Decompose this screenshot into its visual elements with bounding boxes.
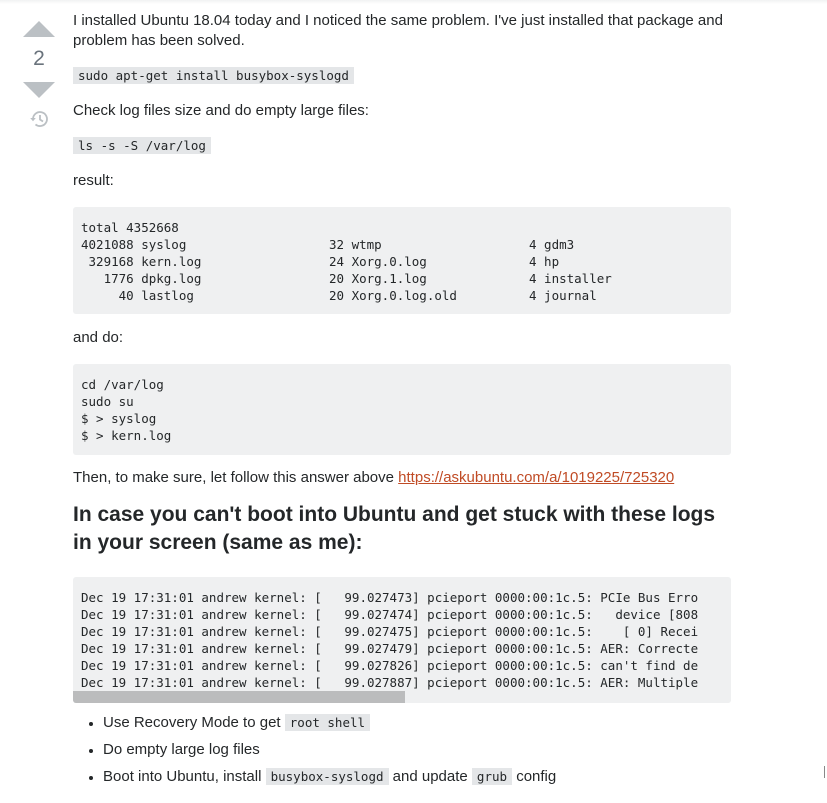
top-shadow bbox=[0, 0, 827, 4]
inline-code: root shell bbox=[285, 714, 370, 731]
section-heading: In case you can't boot into Ubuntu and get stuck with these logs in your screen (same as me): bbox=[73, 503, 716, 554]
step-text: and update bbox=[388, 768, 472, 785]
ls-command: ls -s -S /var/log bbox=[73, 137, 211, 154]
kernel-log-line: Dec 19 17:31:01 andrew kernel: [ 99.027475] pcieport 0000:00:1c.5: [ 0] Recei bbox=[81, 624, 699, 639]
step-item bbox=[103, 713, 731, 733]
ls-row bbox=[81, 287, 723, 304]
inline-code: grub bbox=[472, 768, 512, 785]
commands-block bbox=[73, 364, 731, 455]
step-text: Use Recovery Mode to get bbox=[103, 714, 285, 731]
steps-list bbox=[73, 713, 731, 787]
install-command-paragraph bbox=[73, 66, 731, 86]
kernel-log-block[interactable] bbox=[73, 577, 731, 703]
vote-cell bbox=[18, 18, 60, 130]
command-line: $ > syslog bbox=[81, 411, 157, 426]
install-command: sudo apt-get install busybox-syslogd bbox=[73, 67, 354, 84]
step-item bbox=[103, 767, 731, 787]
downvote-button[interactable] bbox=[23, 82, 55, 98]
step-text: Boot into Ubuntu, install bbox=[103, 768, 266, 785]
ls-cell: 1776 dpkg.log bbox=[81, 271, 202, 286]
kernel-log-line: Dec 19 17:31:01 andrew kernel: [ 99.027473] pcieport 0000:00:1c.5: PCIe Bus Erro bbox=[81, 590, 699, 605]
ls-cell: 329168 kern.log bbox=[81, 254, 202, 269]
ls-cell: 40 lastlog bbox=[81, 288, 194, 303]
ls-cell: 4 hp bbox=[529, 254, 560, 269]
ls-cell: 20 Xorg.1.log bbox=[329, 271, 427, 286]
history-clock-icon[interactable] bbox=[28, 108, 50, 130]
result-label: result: bbox=[73, 172, 114, 189]
answer-link[interactable]: https://askubuntu.com/a/1019225/725320 bbox=[398, 469, 675, 486]
ls-cell: 20 Xorg.0.log.old bbox=[329, 288, 457, 303]
ls-cell: 4021088 syslog bbox=[81, 237, 187, 252]
step-text: config bbox=[512, 768, 557, 785]
ls-row bbox=[81, 253, 723, 270]
ls-command-paragraph bbox=[73, 136, 731, 156]
step-item bbox=[103, 740, 731, 760]
ls-cell: 4 journal bbox=[529, 288, 597, 303]
command-line: $ > kern.log bbox=[81, 428, 172, 443]
check-text: Check log files size and do empty large files: bbox=[73, 102, 369, 119]
page-edge-marker bbox=[824, 766, 825, 778]
kernel-log-line: Dec 19 17:31:01 andrew kernel: [ 99.027474] pcieport 0000:00:1c.5: device [808 bbox=[81, 607, 699, 622]
command-line: cd /var/log bbox=[81, 377, 164, 392]
ls-cell: 32 wtmp bbox=[329, 237, 382, 252]
upvote-button[interactable] bbox=[23, 21, 55, 37]
answer-body bbox=[73, 11, 731, 794]
ls-output-block bbox=[73, 207, 731, 314]
kernel-log-line: Dec 19 17:31:01 andrew kernel: [ 99.027887] pcieport 0000:00:1c.5: AER: Multiple bbox=[81, 675, 699, 690]
vote-count: 2 bbox=[33, 47, 45, 70]
horizontal-scrollbar[interactable] bbox=[73, 691, 731, 703]
ls-row bbox=[81, 270, 723, 287]
intro-paragraph: I installed Ubuntu 18.04 today and I noticed the same problem. I've just installed that package and problem has been solved. bbox=[73, 12, 723, 49]
then-text: Then, to make sure, let follow this answer above bbox=[73, 469, 399, 486]
kernel-log-line: Dec 19 17:31:01 andrew kernel: [ 99.027826] pcieport 0000:00:1c.5: can't find de bbox=[81, 658, 699, 673]
scrollbar-thumb[interactable] bbox=[73, 691, 405, 703]
ls-row bbox=[81, 236, 723, 253]
ls-cell: 4 gdm3 bbox=[529, 237, 575, 252]
inline-code: busybox-syslogd bbox=[266, 768, 389, 785]
kernel-log-line: Dec 19 17:31:01 andrew kernel: [ 99.027479] pcieport 0000:00:1c.5: AER: Correcte bbox=[81, 641, 699, 656]
and-do-text: and do: bbox=[73, 329, 124, 346]
step-text: Do empty large log files bbox=[103, 741, 260, 758]
ls-cell: 4 installer bbox=[529, 271, 612, 286]
then-paragraph bbox=[73, 468, 731, 488]
ls-cell: 24 Xorg.0.log bbox=[329, 254, 427, 269]
ls-total: total 4352668 bbox=[81, 220, 179, 235]
command-line: sudo su bbox=[81, 394, 134, 409]
